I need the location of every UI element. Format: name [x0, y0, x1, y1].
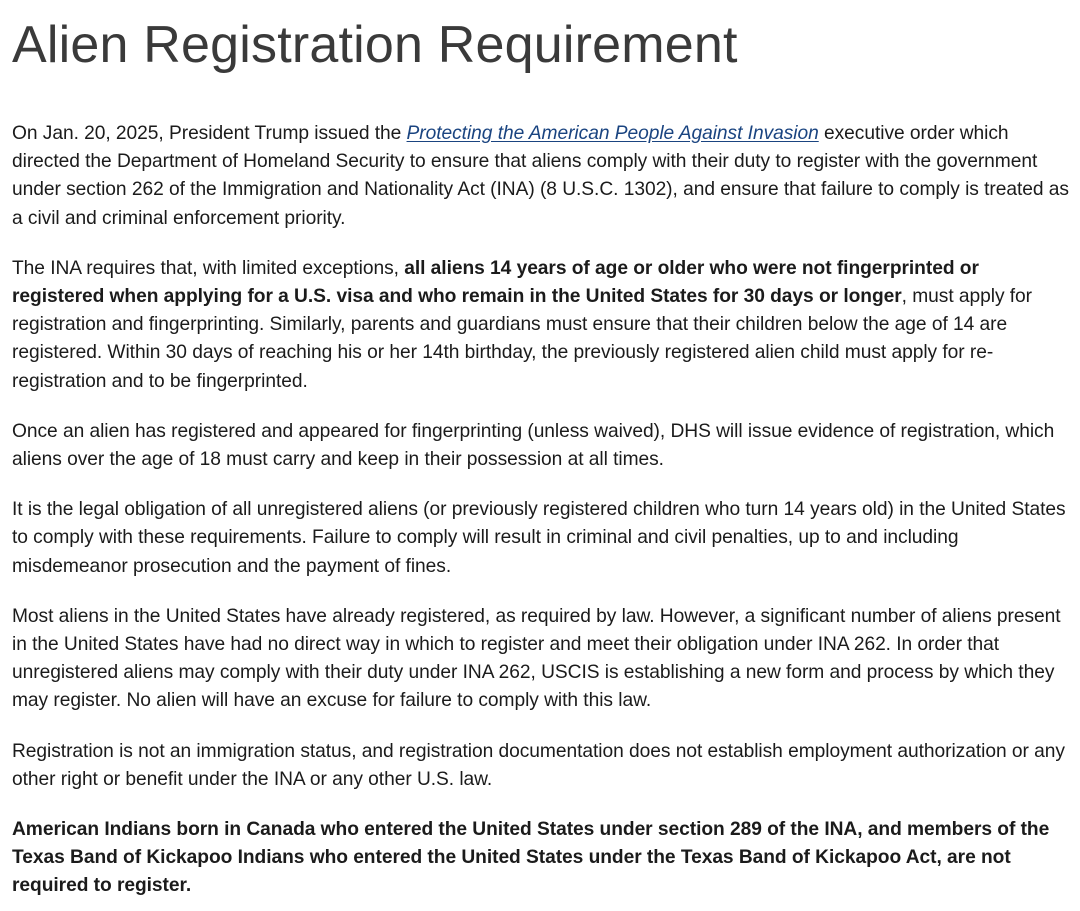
paragraph-exemptions [12, 816, 1074, 901]
paragraph-evidence-of-registration: Once an alien has registered and appeared for fingerprinting (unless waived), DHS will issue evidence of registration, which aliens over the age of 18 must carry and keep in their possession at all times. [12, 420, 1055, 471]
paragraph-text: , must apply for registration and fingerprinting. Similarly, parents and guardians must ensure that their children below the age of 14 are registered. Within 30 days of reaching his or her 14th birthday, the previously registered alien child must apply for re-registration and to be fingerprinted. [12, 286, 1033, 392]
bold-requirement-text: all aliens 14 years of age or older who were not fingerprinted or registered when applying for a U.S. visa and who remain in the United States for 30 days or longer [12, 257, 979, 308]
bold-exemption-text: American Indians born in Canada who entered the United States under section 289 of the INA, and members of the Texas Band of Kickapoo Indians who entered the United States under the Texas Band of Kickapoo Act, are not required to register. [12, 819, 1050, 897]
paragraph-ina-requirement [12, 255, 1074, 396]
paragraph-text: On Jan. 20, 2025, President Trump issued the [12, 123, 407, 144]
executive-order-link[interactable]: Protecting the American People Against Invasion [406, 123, 819, 144]
page-title: Alien Registration Requirement [12, 16, 738, 74]
paragraph-text: The INA requires that, with limited exceptions, [12, 257, 405, 279]
paragraph-legal-obligation: It is the legal obligation of all unregistered aliens (or previously registered children who turn 14 years old) in the United States to comply with these requirements. Failure to comply will result in criminal and civil penalties, up to and including misdemeanor prosecution and the payment of fines. [12, 499, 1066, 577]
paragraph-new-process: Most aliens in the United States have already registered, as required by law. However, a significant number of aliens present in the United States have had no direct way in which to register and meet their obligation under INA 262. In order that unregistered aliens may comply with their duty under INA 262, USCIS is establishing a new form and process by which they may register. No alien will have an excuse for failure to comply with this law. [12, 605, 1061, 712]
paragraph-not-a-status: Registration is not an immigration status, and registration documentation does not establish employment authorization or any other right or benefit under the INA or any other U.S. law. [12, 740, 1065, 790]
article-content [12, 0, 1074, 901]
paragraph-executive-order [12, 120, 1074, 233]
paragraph-text: executive order which directed the Department of Homeland Security to ensure that aliens comply with their duty to register with the government under section 262 of the Immigration and Nationality Act (INA) (8 U.S.C. 1302), and ensure that failure to comply is treated as a civil and criminal enforcement priority. [12, 123, 1069, 229]
